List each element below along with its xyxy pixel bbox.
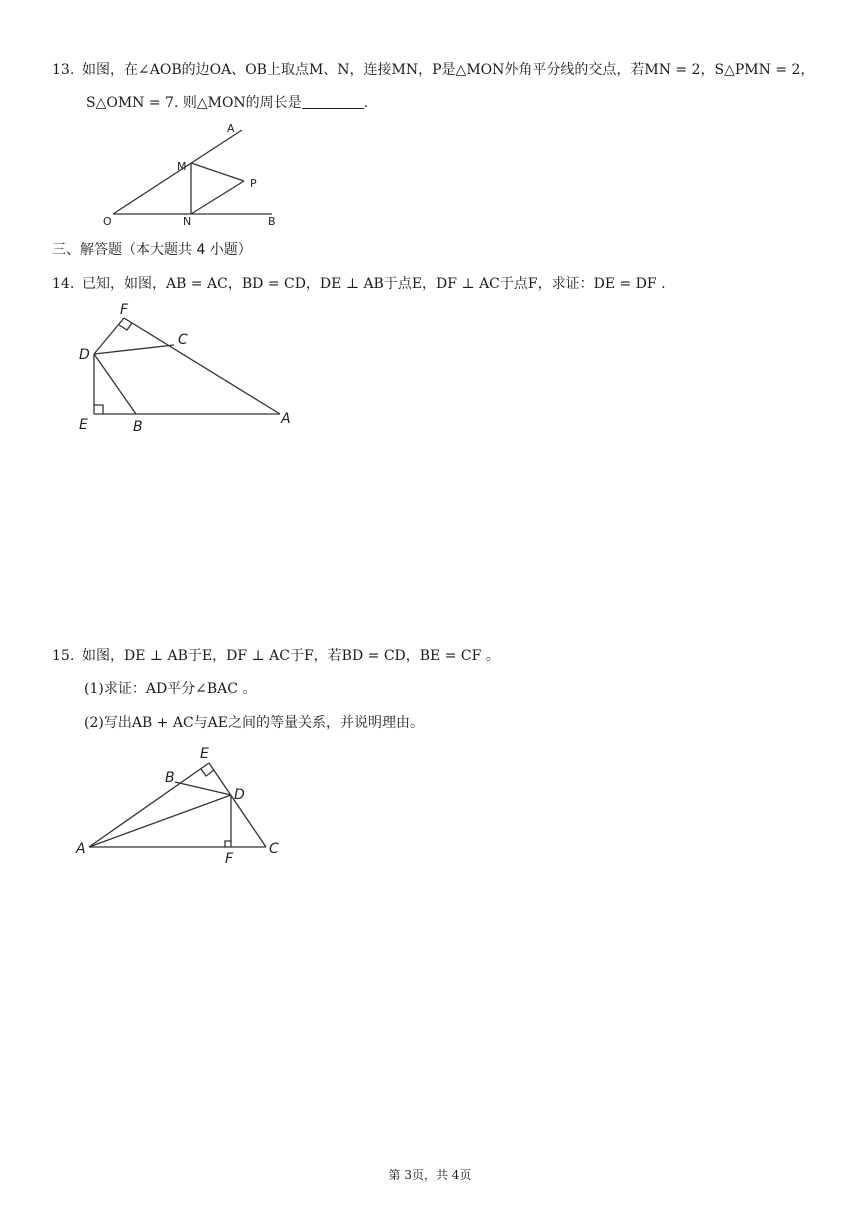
q13-text-line1: 如图，在∠AOB的边OA、OB上取点M、N，连接MN，P是△MON外角平分线的交点，若MN = 2，S△PMN = 2， xyxy=(82,62,815,78)
q14-number: 14. xyxy=(52,276,75,292)
q13-text-line2: S△OMN = 7. 则△MON的周长是 xyxy=(86,95,302,111)
label-d: D xyxy=(79,347,90,363)
section-3-title: 三、解答题（本大题共 4 小题） xyxy=(52,242,252,258)
segment-ec xyxy=(209,763,266,847)
label-e: E xyxy=(79,417,88,433)
q13-text-end: . xyxy=(363,95,369,111)
label-o: O xyxy=(103,215,112,228)
q13-figure xyxy=(90,118,290,230)
segment-dc xyxy=(94,345,174,354)
label-a: A xyxy=(76,841,86,857)
label-a: A xyxy=(227,122,235,135)
label-b: B xyxy=(165,770,175,786)
q15-part2: (2)写出AB + AC与AE之间的等量关系，并说明理由。 xyxy=(84,715,425,731)
q15-text: 如图，DE ⊥ AB于E，DF ⊥ AC于F，若BD = CD，BE = CF 。 xyxy=(82,648,500,664)
label-n: N xyxy=(183,215,192,228)
segment-np xyxy=(191,181,244,214)
label-f: F xyxy=(120,302,129,318)
label-b: B xyxy=(133,419,143,435)
q13-line1 xyxy=(52,60,814,80)
label-e: E xyxy=(200,746,209,762)
segment-ad xyxy=(89,795,231,847)
label-a: A xyxy=(281,411,291,427)
segment-ae xyxy=(89,763,209,847)
q15-line xyxy=(52,646,500,666)
segment-mp xyxy=(191,163,244,181)
q13-line2 xyxy=(86,93,368,113)
right-angle-mark-e xyxy=(94,405,103,414)
q13-number: 13. xyxy=(52,62,75,78)
segment-df xyxy=(94,318,124,354)
q15-part1: (1)求证：AD平分∠BAC 。 xyxy=(84,681,257,697)
segment-fa xyxy=(124,318,280,414)
q14-text: 已知，如图，AB = AC，BD = CD，DE ⊥ AB于点E，DF ⊥ AC于点F，求证：DE = DF . xyxy=(82,276,666,292)
label-m: M xyxy=(177,160,187,173)
q13-answer-blank[interactable] xyxy=(302,94,364,109)
label-f: F xyxy=(225,851,234,866)
label-p: P xyxy=(250,177,257,190)
label-c: C xyxy=(178,332,188,348)
q15-figure xyxy=(74,742,294,866)
q14-line xyxy=(52,274,666,294)
label-c: C xyxy=(269,841,279,857)
right-angle-mark-f xyxy=(225,841,231,847)
q15-number: 15. xyxy=(52,648,75,664)
right-angle-mark-f xyxy=(119,323,132,330)
q14-figure xyxy=(74,296,304,436)
right-angle-mark-e xyxy=(201,769,214,776)
page-footer: 第 3页，共 4页 xyxy=(388,1168,472,1182)
label-d: D xyxy=(234,787,245,803)
label-b: B xyxy=(268,215,276,228)
